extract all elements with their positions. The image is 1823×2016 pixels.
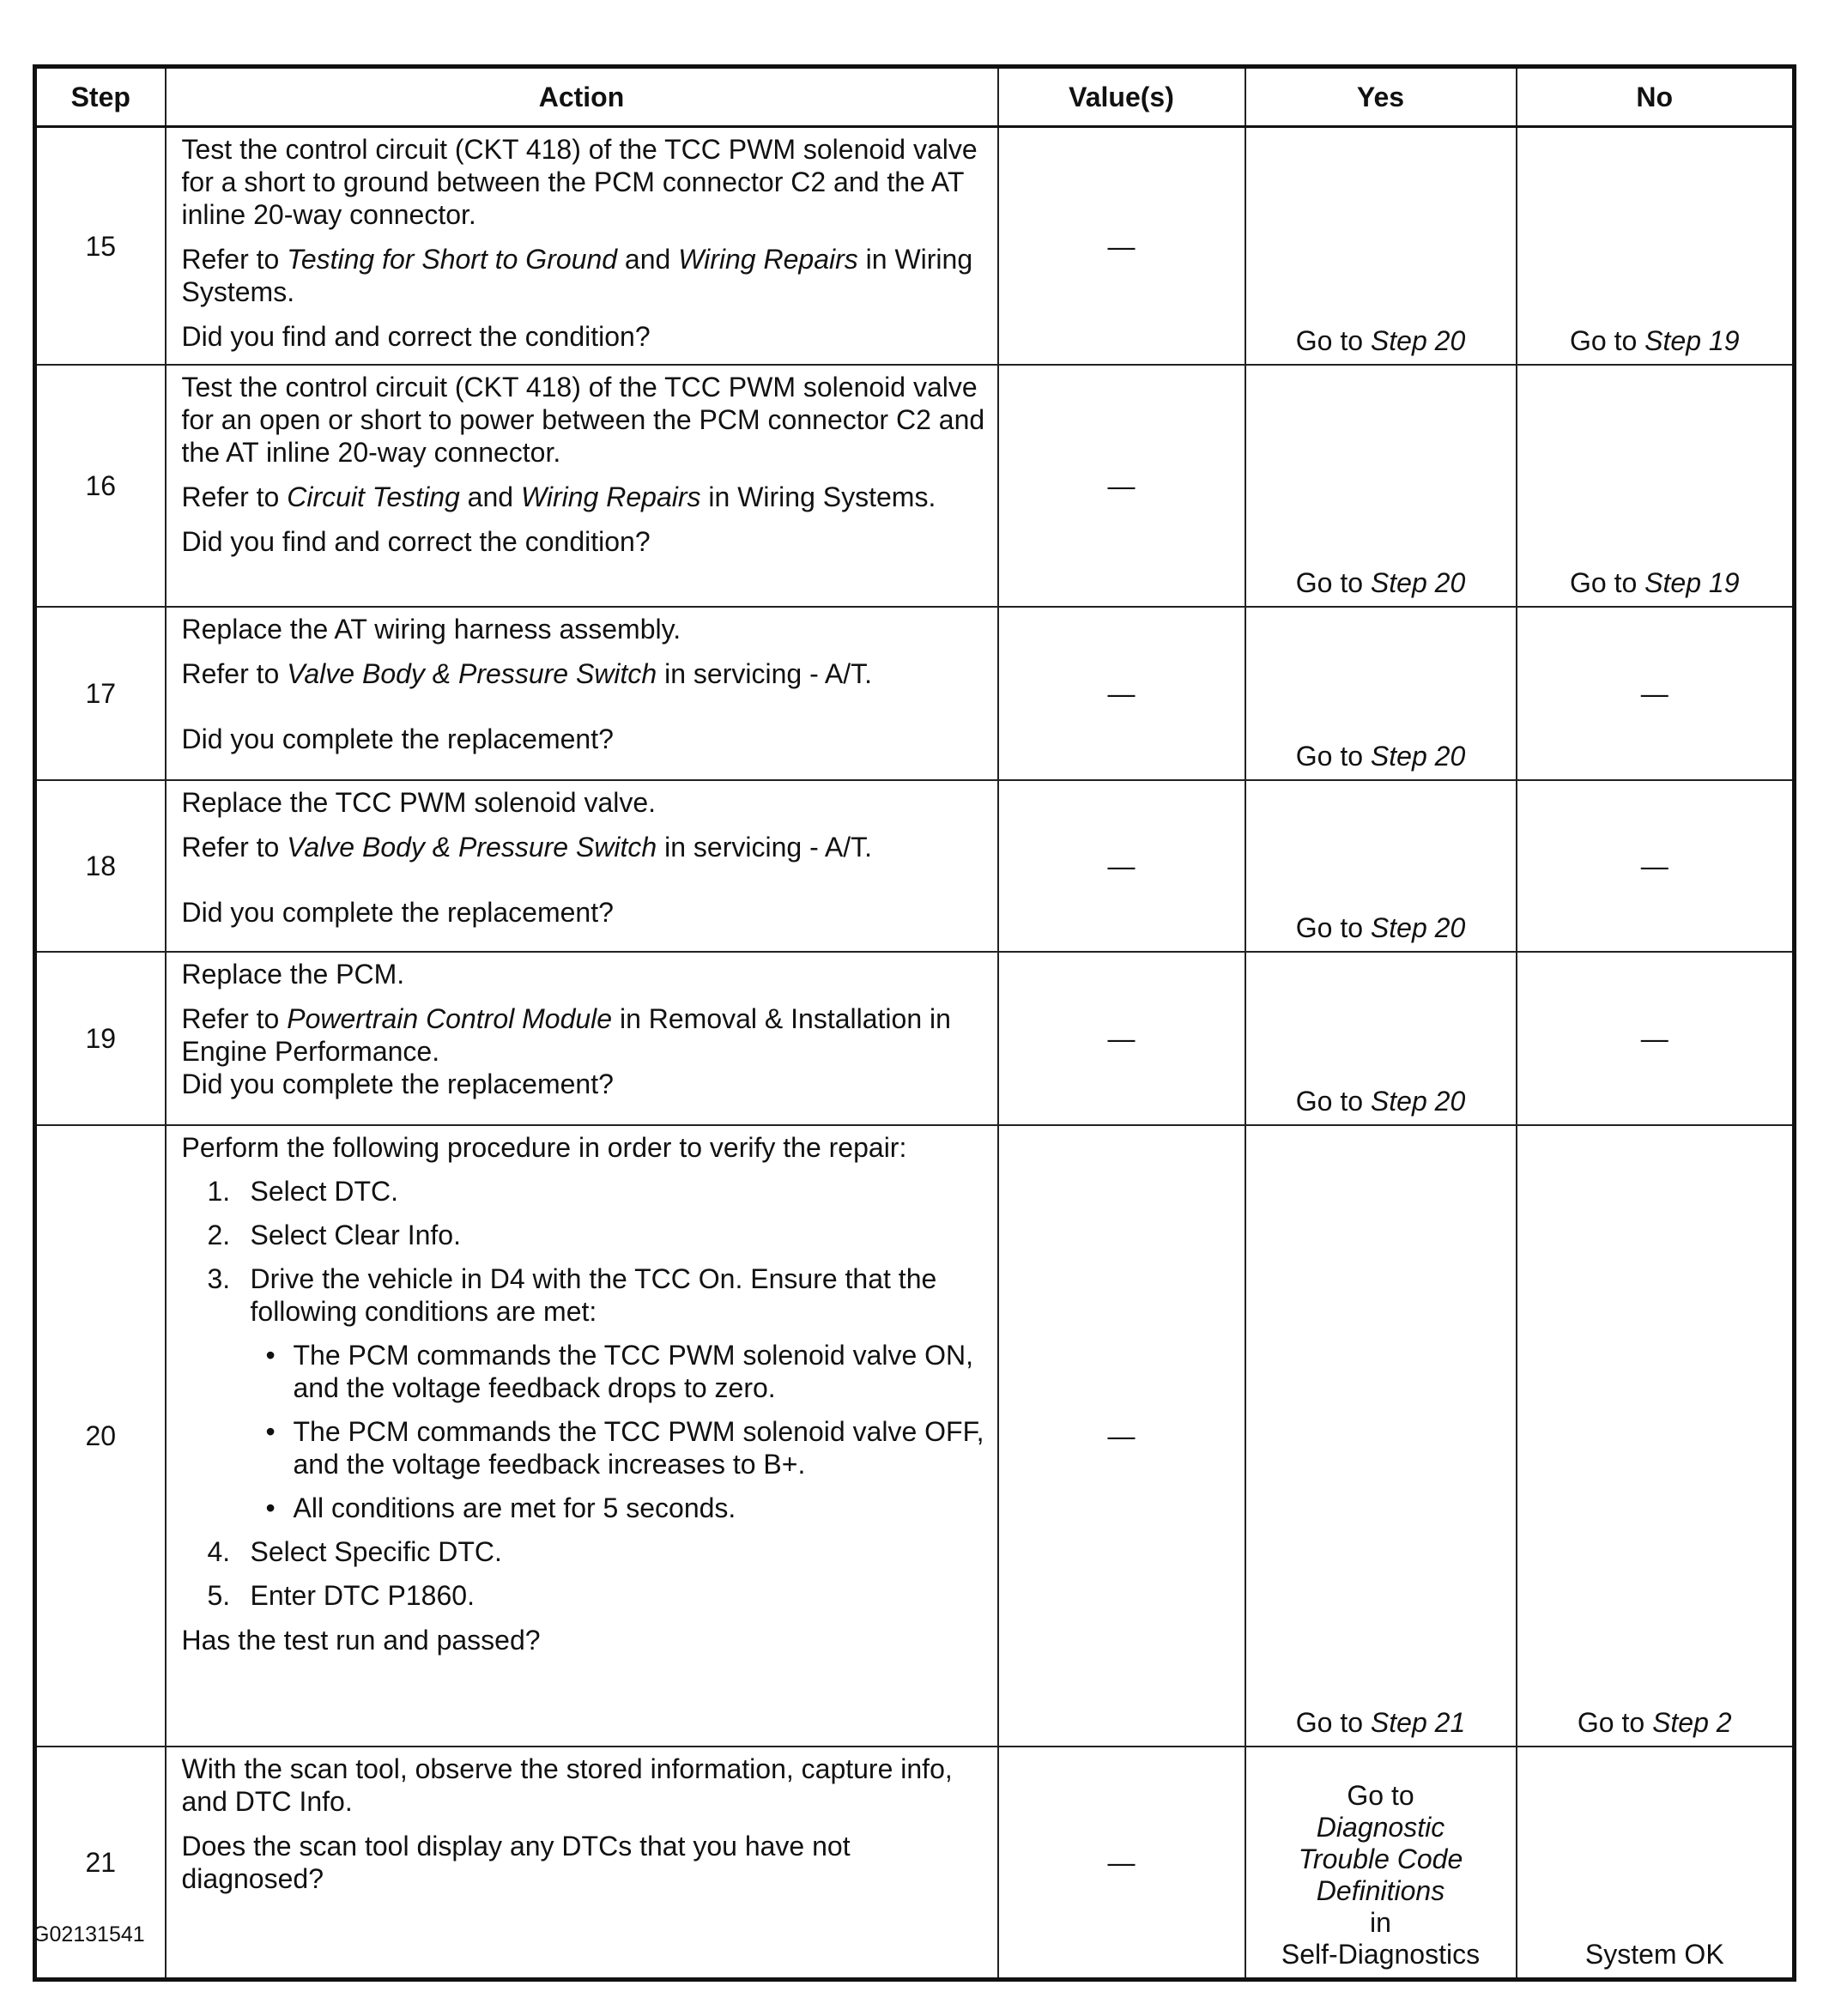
- reference-link: Wiring Repairs: [678, 244, 858, 275]
- action-text: Test the control circuit (CKT 418) of the TCC PWM solenoid valve for an open or short to power between the PCM connector C2 and the AT inline 20-way connector.: [181, 372, 985, 468]
- step-number: 19: [35, 952, 166, 1125]
- value-cell: —: [998, 127, 1245, 366]
- action-cell: [166, 607, 998, 780]
- table-header-row: [35, 67, 1795, 127]
- question-text: Did you complete the replacement?: [181, 897, 614, 928]
- bullet-icon: •: [265, 1416, 276, 1447]
- value-cell: —: [998, 607, 1245, 780]
- step-number: 17: [35, 607, 166, 780]
- yes-cell: Go to Step 20: [1245, 780, 1517, 952]
- question-text: Did you complete the replacement?: [181, 723, 614, 754]
- table-row: [35, 607, 1795, 780]
- step-number: 21: [35, 1747, 166, 1980]
- yes-cell: Go to Step 20: [1245, 607, 1517, 780]
- no-cell: Go to Step 19: [1517, 127, 1795, 366]
- yes-cell: Go to Step 20: [1245, 127, 1517, 366]
- action-cell: [166, 952, 998, 1125]
- list-item: • All conditions are met for 5 seconds.: [265, 1492, 736, 1523]
- step-number: 15: [35, 127, 166, 366]
- table-row: [35, 127, 1795, 366]
- list-item: 2. Select Clear Info.: [207, 1220, 461, 1250]
- reference-link: Wiring Repairs: [520, 481, 701, 512]
- refer-text: Refer to Testing for Short to Ground and Wiring Repairs in Wiring Systems.: [181, 244, 973, 307]
- question-text: Did you complete the replacement?: [181, 1069, 614, 1099]
- bullet-icon: •: [265, 1492, 276, 1523]
- header-values: Value(s): [998, 67, 1245, 127]
- refer-text: Refer to Circuit Testing and Wiring Repairs in Wiring Systems.: [181, 481, 936, 512]
- list-item: 1. Select DTC.: [207, 1176, 398, 1207]
- yes-cell: Go to Diagnostic Trouble Code Definitions in Self-Diagnostics: [1245, 1747, 1517, 1980]
- procedure-list: [182, 1175, 985, 1612]
- yes-cell: Go to Step 20: [1245, 365, 1517, 607]
- no-cell: System OK: [1517, 1747, 1795, 1980]
- action-text: Replace the TCC PWM solenoid valve.: [181, 787, 657, 818]
- reference-link: Testing for Short to Ground: [287, 244, 618, 275]
- step-number: 18: [35, 780, 166, 952]
- question-text: Has the test run and passed?: [181, 1625, 541, 1656]
- table-row: [35, 952, 1795, 1125]
- diagnostic-table: [33, 64, 1796, 1982]
- action-cell: [166, 1125, 998, 1747]
- action-text: Replace the AT wiring harness assembly.: [181, 614, 681, 645]
- refer-text: Refer to Valve Body & Pressure Switch in servicing - A/T.: [181, 832, 872, 863]
- action-cell: [166, 780, 998, 952]
- action-text: Perform the following procedure in order to verify the repair:: [181, 1132, 907, 1163]
- list-item: • The PCM commands the TCC PWM solenoid valve OFF, and the voltage feedback increases to B+.: [265, 1416, 984, 1480]
- table-row: [35, 1125, 1795, 1747]
- action-cell: [166, 365, 998, 607]
- action-text: With the scan tool, observe the stored information, capture info, and DTC Info.: [181, 1753, 953, 1817]
- table-row: [35, 780, 1795, 952]
- no-cell: —: [1517, 780, 1795, 952]
- yes-cell: Go to Step 21: [1245, 1125, 1517, 1747]
- list-item: 5. Enter DTC P1860.: [207, 1580, 475, 1611]
- action-cell: [166, 1747, 998, 1980]
- condition-list: [251, 1339, 985, 1524]
- no-cell: Go to Step 19: [1517, 365, 1795, 607]
- reference-link: Valve Body & Pressure Switch: [287, 832, 657, 863]
- no-cell: —: [1517, 952, 1795, 1125]
- no-cell: Go to Step 2: [1517, 1125, 1795, 1747]
- header-action: Action: [166, 67, 998, 127]
- table-row: [35, 365, 1795, 607]
- list-item: 3. Drive the vehicle in D4 with the TCC On. Ensure that the following conditions are met: • The PCM commands the TCC PWM solenoid valve ON, and the voltage feedback drops to zero. • The PCM commands the TCC PWM solenoid valve OFF, and the voltage feedback increases to B+. • All conditions are met for 5 seconds.: [207, 1263, 984, 1523]
- action-text: Test the control circuit (CKT 418) of the TCC PWM solenoid valve for a short to ground between the PCM connector C2 and the AT inline 20-way connector.: [181, 134, 978, 230]
- question-text: Did you find and correct the condition?: [181, 321, 651, 352]
- value-cell: —: [998, 365, 1245, 607]
- header-yes: Yes: [1245, 67, 1517, 127]
- no-cell: —: [1517, 607, 1795, 780]
- reference-link: Circuit Testing: [287, 481, 460, 512]
- bullet-icon: •: [265, 1340, 276, 1371]
- refer-text: Refer to Powertrain Control Module in Removal & Installation in Engine Performance.: [181, 1003, 951, 1067]
- list-item: • The PCM commands the TCC PWM solenoid valve ON, and the voltage feedback drops to zero.: [265, 1340, 974, 1403]
- figure-code: G02131541: [33, 1922, 145, 1946]
- table-row: [35, 1747, 1795, 1980]
- value-cell: —: [998, 780, 1245, 952]
- refer-text: Refer to Valve Body & Pressure Switch in servicing - A/T.: [181, 658, 872, 689]
- reference-link: Powertrain Control Module: [287, 1003, 613, 1034]
- value-cell: —: [998, 1125, 1245, 1747]
- action-cell: [166, 127, 998, 366]
- question-text: Did you find and correct the condition?: [181, 526, 651, 557]
- value-cell: —: [998, 1747, 1245, 1980]
- header-step: Step: [35, 67, 166, 127]
- list-item: 4. Select Specific DTC.: [207, 1536, 502, 1567]
- header-no: No: [1517, 67, 1795, 127]
- action-text: Replace the PCM.: [181, 959, 405, 990]
- step-number: 20: [35, 1125, 166, 1747]
- step-number: 16: [35, 365, 166, 607]
- value-cell: —: [998, 952, 1245, 1125]
- reference-link: Valve Body & Pressure Switch: [287, 658, 657, 689]
- yes-cell: Go to Step 20: [1245, 952, 1517, 1125]
- question-text: Does the scan tool display any DTCs that you have not diagnosed?: [181, 1831, 851, 1894]
